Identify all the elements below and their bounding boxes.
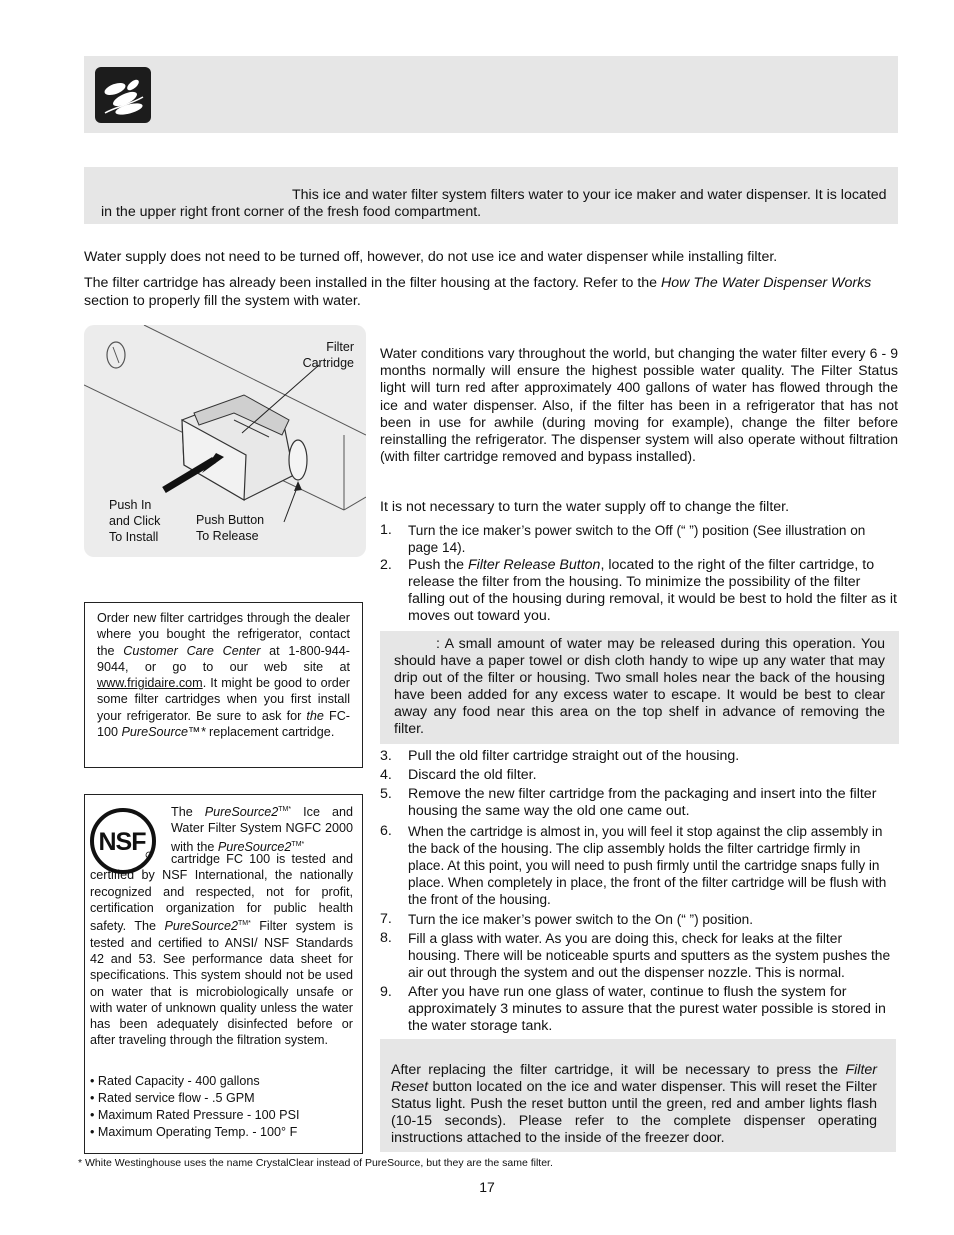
bullet-item: • Rated Capacity - 400 gallons — [90, 1074, 260, 1088]
nsf-text-top: The $PureSource2^{TM*}$ Ice and Water Filter System NGFC 2000 with the $PureSource2^{TM*}$ — [171, 805, 354, 854]
push-in-label-1: Push In — [109, 498, 152, 512]
leaves-icon — [95, 67, 151, 123]
push-button-label-2: To Release — [196, 529, 259, 543]
filter-label-1: Filter — [326, 340, 354, 354]
bullet-item: • Maximum Operating Temp. - 100° F — [90, 1125, 298, 1139]
push-in-label-2: and Click — [109, 514, 161, 528]
nsf-text-body: cartridge FC 100 is tested and certified by NSF International, the nationally recognized and respected, not for profit, certification organization for public health safety. The $PureSource2^{TM*}$ Filter system is tested and certified to ANSI/ NSF Standards 42 and 53. See performance data sheet for specifications. This system should not be used on water that is microbiologically unsafe or with water of unknown quality unless the water has been adequately disinfected before or after traveling through the filtration system. — [90, 852, 353, 1048]
filter-label-2: Cartridge — [302, 356, 354, 370]
nsf-logo-text: NSF — [98, 828, 146, 856]
bullet-item: • Rated service flow - .5 GPM — [90, 1091, 255, 1105]
order-text: Order new filter cartridges through the dealer where you bought the refrigerator, contact the Customer Care Center at 1-800-944-9044, or go to our web site at www.frigidaire.com. It might be good to order some filter cartridges when you first install your refrigerator. Be sure to ask for the FC-100 PureSource™* replacement cartridge. — [97, 611, 350, 740]
note-text: : A small amount of water may be released during this operation. You should have a paper towel or dish cloth handy to wipe up any water that may drip out of the filter or housing. Two small holes near the back of the housing have been added for any excess water to escape. It would be best to clear away any food near this area on the top shelf in advance of removing the filter. — [394, 636, 885, 737]
page-number: 17 — [479, 1179, 495, 1195]
reset-text: After replacing the filter cartridge, it will be necessary to press the Filter Reset button located on the ice and water dispenser. This will reset the Filter Status light. Push the reset button until the green, red and amber lights flash (10-15 seconds). Please refer to the complete dispenser operating instructions attached to the inside of the freezer door. — [391, 1062, 877, 1146]
nsf-bullets — [90, 1073, 299, 1141]
website-link[interactable]: www.frigidaire.com — [97, 676, 203, 691]
header-band — [84, 56, 898, 133]
conditions-paragraph: Water conditions vary throughout the world, but changing the water filter every 6 - 9 months normally will ensure the highest possible water quality. The Filter Status light will turn red after approximately 400 gallons of water has flowed through the ice and water dispenser. Also, if the filter has been in a refrigerator that has not been in use for awhile (during moving for example), change the filter before reinstalling the refrigerator. The dispenser system will also operate without filtration (with filter cartridge removed and bypass installed). — [380, 345, 898, 465]
not-necessary-note: It is not necessary to turn the water supply off to change the filter. — [380, 499, 790, 515]
push-in-label-3: To Install — [109, 530, 159, 544]
factory-installed-note: The filter cartridge has already been installed in the filter housing at the factory. Refer to the How The Water Dispenser Works section to properly fill the system with water. — [84, 275, 872, 309]
water-supply-note: Water supply does not need to be turned off, however, do not use ice and water dispenser while installing filter. — [84, 249, 778, 265]
bullet-item: • Maximum Rated Pressure - 100 PSI — [90, 1108, 300, 1122]
footnote: * White Westinghouse uses the name CrystalClear instead of PureSource, but they are the same filter. — [78, 1157, 553, 1169]
push-button-label-1: Push Button — [196, 513, 265, 527]
intro-text: This ice and water filter system filters water to your ice maker and water dispenser. It is located in the upper right front corner of the fresh food compartment. — [101, 187, 887, 220]
